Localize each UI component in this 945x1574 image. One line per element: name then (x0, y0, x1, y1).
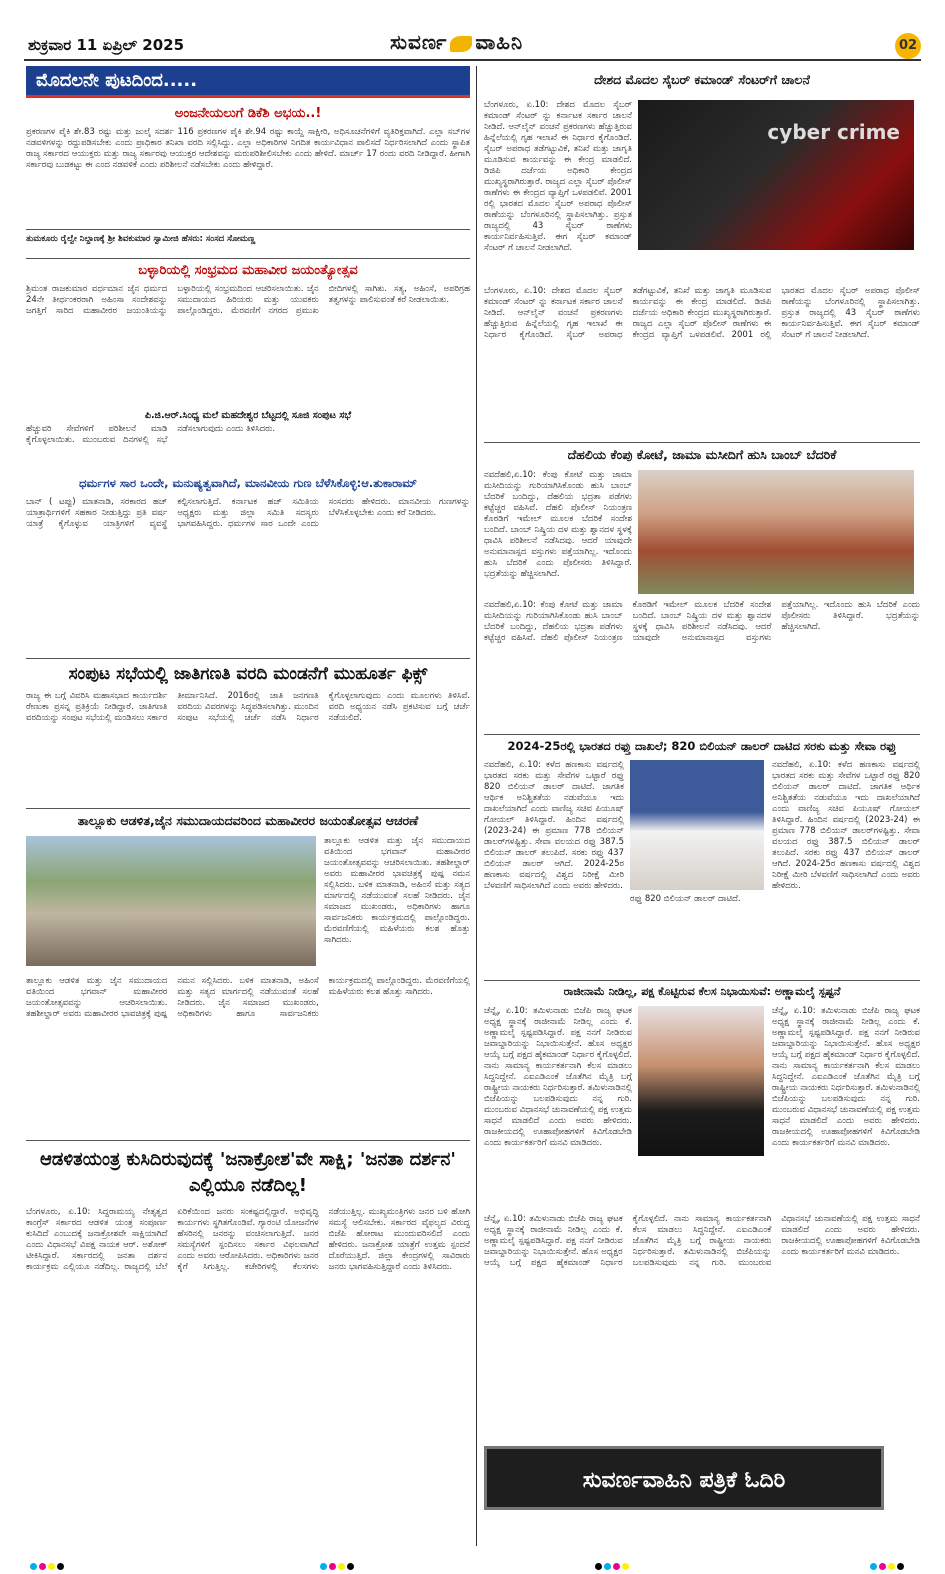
article-body: ಬಾನ್ ( ಟಪ್ಪು) ಮಾತನಾಡಿ, ಸರಕಾರದ ಹಜ್ ಯಾತ್ರಾರ್ಥಿಗಳಿಗೆ ಸಹಕಾರ ನೀಡುತ್ತಿದ್ದು ಪ್ರತಿ ವರ್ಷ ಯಾತ್ರೆ ಕೈಗೊಳ್ಳುವ ಯಾತ್ರಿಗಳಿಗೆ ವ್ಯವಸ್ಥೆ ಕಲ್ಪಿಸಲಾಗುತ್ತಿದೆ. ಕರ್ನಾಟಕ ಹಜ್ ಸಮಿತಿಯ ಅಧ್ಯಕ್ಷರು ಮತ್ತು ಜಿಲ್ಲಾ ಸಮಿತಿ ಸದಸ್ಯರು ಭಾಗವಹಿಸಿದ್ದರು. ಧರ್ಮಗಳ ಸಾರ ಒಂದೇ ಎಂದು ಸಂಸದರು ಹೇಳಿದರು. ಮಾನವೀಯ ಗುಣಗಳನ್ನು ಬೆಳೆಸಿಕೊಳ್ಳಬೇಕು ಎಂದು ಕರೆ ನೀಡಿದರು. (26, 497, 470, 529)
article-body: ಬೆಂಗಳೂರು, ಏ.10: ದೇಶದ ಮೊದಲ ಸೈಬರ್ ಕಮಾಂಡ್ ಸೆಂಟರ್ ನ್ನು ಕರ್ನಾಟಕ ಸರ್ಕಾರ ಚಾಲನೆ ನೀಡಿದೆ. ಆನ್‌ಲೈನ್ ವಂಚನೆ ಪ್ರಕರಣಗಳು ಹೆಚ್ಚುತ್ತಿರುವ ಹಿನ್ನೆಲೆಯಲ್ಲಿ ಗೃಹ ಇಲಾಖೆ ಈ ನಿರ್ಧಾರ ಕೈಗೊಂಡಿದೆ. ಸೈಬರ್ ಅಪರಾಧ ತಡೆಗಟ್ಟುವಿಕೆ, ತನಿಖೆ ಮತ್ತು ಜಾಗೃತಿ ಮೂಡಿಸುವ ಕಾರ್ಯವನ್ನು ಈ ಕೇಂದ್ರ ಮಾಡಲಿದೆ. ಡಿಜಿಪಿ ದರ್ಜೆಯ ಅಧಿಕಾರಿ ಕೇಂದ್ರದ ಮುಖ್ಯಸ್ಥರಾಗಿರುತ್ತಾರೆ. ರಾಜ್ಯದ ಎಲ್ಲಾ ಸೈಬರ್ ಪೊಲೀಸ್ ಠಾಣೆಗಳು ಈ ಕೇಂದ್ರದ ವ್ಯಾಪ್ತಿಗೆ ಒಳಪಡಲಿವೆ. 2001 ರಲ್ಲಿ ಭಾರತದ ಮೊದಲ ಸೈಬರ್ ಅಪರಾಧ ಪೊಲೀಸ್ ಠಾಣೆಯನ್ನು ಬೆಂಗಳೂರಿನಲ್ಲಿ ಸ್ಥಾಪಿಸಲಾಗಿತ್ತು. ಪ್ರಸ್ತುತ ರಾಜ್ಯದಲ್ಲಿ 43 ಸೈಬರ್ ಠಾಣೆಗಳು ಕಾರ್ಯನಿರ್ವಹಿಸುತ್ತಿವೆ. ಈಗ ಸೈಬರ್ ಕಮಾಂಡ್ ಸೆಂಟರ್ ಗೆ ಚಾಲನೆ ನೀಡಲಾಗಿದೆ. (484, 100, 632, 253)
red-fort-photo (638, 470, 914, 594)
article-janakrosha (26, 1136, 470, 1546)
article-body-right: ನವದೆಹಲಿ, ಏ.10: ಕಳೆದ ಹಣಕಾಸು ವರ್ಷದಲ್ಲಿ ಭಾರತದ ಸರಕು ಮತ್ತು ಸೇವೆಗಳ ಒಟ್ಟಾರೆ ರಫ್ತು 820 ಬಿಲಿಯನ್ ಡಾಲರ್ ದಾಟಿದೆ. ಜಾಗತಿಕ ಆರ್ಥಿಕ ಅನಿಶ್ಚಿತತೆಯ ನಡುವೆಯೂ ಇದು ದಾಖಲೆಯಾಗಿದೆ ಎಂದು ವಾಣಿಜ್ಯ ಸಚಿವ ಪಿಯೂಷ್ ಗೋಯಲ್ ತಿಳಿಸಿದ್ದಾರೆ. ಹಿಂದಿನ ವರ್ಷದಲ್ಲಿ (2023-24) ಈ ಪ್ರಮಾಣ 778 ಬಿಲಿಯನ್ ಡಾಲರ್‌ಗಳಷ್ಟಿತ್ತು. ಸೇವಾ ವಲಯದ ರಫ್ತು 387.5 ಬಿಲಿಯನ್ ಡಾಲರ್ ತಲುಪಿದೆ. ಸರಕು ರಫ್ತು 437 ಬಿಲಿಯನ್ ಡಾಲರ್ ಆಗಿದೆ. 2024-25ರ ಹಣಕಾಸು ವರ್ಷದಲ್ಲಿ ವಿಶ್ವದ ನಿರೀಕ್ಷೆ ಮೀರಿ ಬೆಳವಣಿಗೆ ಸಾಧಿಸಲಾಗಿದೆ ಎಂದು ಅವರು ಹೇಳಿದರು. (772, 760, 920, 891)
divider (26, 658, 470, 659)
minister-photo (630, 760, 764, 890)
article-body-continued: ಬೆಂಗಳೂರು, ಏ.10: ದೇಶದ ಮೊದಲ ಸೈಬರ್ ಕಮಾಂಡ್ ಸೆಂಟರ್ ನ್ನು ಕರ್ನಾಟಕ ಸರ್ಕಾರ ಚಾಲನೆ ನೀಡಿದೆ. ಆನ್‌ಲೈನ್ ವಂಚನೆ ಪ್ರಕರಣಗಳು ಹೆಚ್ಚುತ್ತಿರುವ ಹಿನ್ನೆಲೆಯಲ್ಲಿ ಗೃಹ ಇಲಾಖೆ ಈ ನಿರ್ಧಾರ ಕೈಗೊಂಡಿದೆ. ಸೈಬರ್ ಅಪರಾಧ ತಡೆಗಟ್ಟುವಿಕೆ, ತನಿಖೆ ಮತ್ತು ಜಾಗೃತಿ ಮೂಡಿಸುವ ಕಾರ್ಯವನ್ನು ಈ ಕೇಂದ್ರ ಮಾಡಲಿದೆ. ಡಿಜಿಪಿ ದರ್ಜೆಯ ಅಧಿಕಾರಿ ಕೇಂದ್ರದ ಮುಖ್ಯಸ್ಥರಾಗಿರುತ್ತಾರೆ. ರಾಜ್ಯದ ಎಲ್ಲಾ ಸೈಬರ್ ಪೊಲೀಸ್ ಠಾಣೆಗಳು ಈ ಕೇಂದ್ರದ ವ್ಯಾಪ್ತಿಗೆ ಒಳಪಡಲಿವೆ. 2001 ರಲ್ಲಿ ಭಾರತದ ಮೊದಲ ಸೈಬರ್ ಅಪರಾಧ ಪೊಲೀಸ್ ಠಾಣೆಯನ್ನು ಬೆಂಗಳೂರಿನಲ್ಲಿ ಸ್ಥಾಪಿಸಲಾಗಿತ್ತು. ಪ್ರಸ್ತುತ ರಾಜ್ಯದಲ್ಲಿ 43 ಸೈಬರ್ ಠಾಣೆಗಳು ಕಾರ್ಯನಿರ್ವಹಿಸುತ್ತಿವೆ. ಈಗ ಸೈಬರ್ ಕಮಾಂಡ್ ಸೆಂಟರ್ ಗೆ ಚಾಲನೆ ನೀಡಲಾಗಿದೆ. (484, 286, 920, 340)
headline: ರಾಜೀನಾಮೆ ನೀಡಿಲ್ಲ, ಪಕ್ಷ ಕೊಟ್ಟಿರುವ ಕೆಲಸ ನಿಭಾಯಿಸುವೆ: ಅಣ್ಣಾಮಲೈ ಸ್ಪಷ್ಟನೆ (563, 985, 841, 998)
newspaper-logo (390, 30, 523, 54)
article-body-continued: ನವದೆಹಲಿ,ಏ.10: ಕೆಂಪು ಕೋಟೆ ಮತ್ತು ಜಾಮಾ ಮಸೀದಿಯನ್ನು ಗುರಿಯಾಗಿಸಿಕೊಂಡು ಹುಸಿ ಬಾಂಬ್ ಬೆದರಿಕೆ ಬಂದಿದ್ದು, ದೆಹಲಿಯ ಭದ್ರತಾ ಪಡೆಗಳು ಕಟ್ಟೆಚ್ಚರ ವಹಿಸಿವೆ. ದೆಹಲಿ ಪೊಲೀಸ್ ನಿಯಂತ್ರಣ ಕೊಠಡಿಗೆ ಇಮೇಲ್ ಮೂಲಕ ಬೆದರಿಕೆ ಸಂದೇಶ ಬಂದಿದೆ. ಬಾಂಬ್ ನಿಷ್ಕ್ರಿಯ ದಳ ಮತ್ತು ಶ್ವಾನದಳ ಸ್ಥಳಕ್ಕೆ ಧಾವಿಸಿ ಪರಿಶೀಲನೆ ನಡೆಸಿದವು. ಆದರೆ ಯಾವುದೇ ಅನುಮಾನಾಸ್ಪದ ವಸ್ತುಗಳು ಪತ್ತೆಯಾಗಿಲ್ಲ. ಇದೊಂದು ಹುಸಿ ಬೆದರಿಕೆ ಎಂದು ಪೊಲೀಸರು ತಿಳಿಸಿದ್ದಾರೆ. ಭದ್ರತೆಯನ್ನು ಹೆಚ್ಚಿಸಲಾಗಿದೆ. (484, 600, 920, 643)
cyber-crime-photo (638, 100, 914, 250)
magenta-dot-icon (39, 1563, 46, 1570)
divider (26, 229, 470, 230)
subheadline: ಪಿ.ಜಿ.ಆರ್.ಸಿಂಧ್ಯ ಮಲೆ ಮಹದೇಶ್ವರ ಬೆಟ್ಟದಲ್ಲಿ ಸೂಜಿ ಸಂಪುಟ ಸಭೆ (144, 410, 352, 421)
cyan-dot-icon (604, 1563, 611, 1570)
headline: ದೆಹಲಿಯ ಕೆಂಪು ಕೋಟೆ, ಜಾಮಾ ಮಸೀದಿಗೆ ಹುಸಿ ಬಾಂಬ್ ಬೆದರಿಕೆ (567, 447, 837, 462)
annamalai-photo (638, 1006, 764, 1156)
article-body: ಪ್ರಕರಣಗಳ ಪೈಕಿ ಶೇ.83 ರಷ್ಟು ಮತ್ತು ಜುಲೈ ಸದರ್ಶ 116 ಪ್ರಕರಣಗಳ ಪೈಕಿ ಶೇ.94 ರಷ್ಟು ಕಾಯ್ದೆ ಸಾಕ್ಷೀರಿ, ಅಧಿಸೂಚನೆಗಳಿಗೆ ವ್ಯತಿರಿಕ್ತವಾಗಿದೆ. ಎಲ್ಲಾ ಸಬ್‌ಗಳ ನಡವಳಿಗಳನ್ನು ರದ್ದುಪಡಿಸಬೇಕು ಎಂದು ಪ್ರಾಧಿಕಾರ ತನಿಖಾ ವರದಿ ಸಲ್ಲಿಸಿದ್ದು. ಎಲ್ಲಾ ಅಧಿಕಾರಿಗಳ ನಿಗದಿತ ಕಾರ್ಯವಿಧಾನ ಪಾಲಿಸದೆ ನಿರ್ಧರಿಸಲಾಗಿದೆ ಎಂದು ಸ್ಥಾಪಿತ ರಾಜ್ಯ ಸರ್ಕಾರದ ಆಯುಕ್ತರು ಮತ್ತು ರಾಜ್ಯ ಸರ್ಕಾರವು ಆಯುಕ್ತರ ಆದೇಶವನ್ನು ಮರುಪರಿಶೀಲಿಸಬೇಕು ಎಂದು ಹೇಳಿದೆ. ಮಾರ್ಚ್ 17 ರಂದು ವರದಿ ನೀಡಿದ್ದಾರೆ. ಹೀಗಾಗಿ ಸರ್ಕಾರವು ಬುಡಕಟ್ಟು ಈ ಎಂದ ನಡವಳಿಕೆ ಎಂದು ಪರಿಶೀಲನೆ ನಡೆಸಬೇಕು ಎಂದು ಹೇಳಿದ್ದಾರೆ. (26, 127, 470, 170)
article-body: ನವದೆಹಲಿ, ಏ.10: ಕಳೆದ ಹಣಕಾಸು ವರ್ಷದಲ್ಲಿ ಭಾರತದ ಸರಕು ಮತ್ತು ಸೇವೆಗಳ ಒಟ್ಟಾರೆ ರಫ್ತು 820 ಬಿಲಿಯನ್ ಡಾಲರ್ ದಾಟಿದೆ. ಜಾಗತಿಕ ಆರ್ಥಿಕ ಅನಿಶ್ಚಿತತೆಯ ನಡುವೆಯೂ ಇದು ದಾಖಲೆಯಾಗಿದೆ ಎಂದು ವಾಣಿಜ್ಯ ಸಚಿವ ಪಿಯೂಷ್ ಗೋಯಲ್ ತಿಳಿಸಿದ್ದಾರೆ. ಹಿಂದಿನ ವರ್ಷದಲ್ಲಿ (2023-24) ಈ ಪ್ರಮಾಣ 778 ಬಿಲಿಯನ್ ಡಾಲರ್‌ಗಳಷ್ಟಿತ್ತು. ಸೇವಾ ವಲಯದ ರಫ್ತು 387.5 ಬಿಲಿಯನ್ ಡಾಲರ್ ತಲುಪಿದೆ. ಸರಕು ರಫ್ತು 437 ಬಿಲಿಯನ್ ಡಾಲರ್ ಆಗಿದೆ. 2024-25ರ ಹಣಕಾಸು ವರ್ಷದಲ್ಲಿ ವಿಶ್ವದ ನಿರೀಕ್ಷೆ ಮೀರಿ ಬೆಳವಣಿಗೆ ಸಾಧಿಸಲಾಗಿದೆ ಎಂದು ಅವರು ಹೇಳಿದರು. (484, 760, 624, 891)
magenta-dot-icon (329, 1563, 336, 1570)
article-body: ಬೆಂಗಳೂರು, ಏ.10: ಸಿದ್ದರಾಮಯ್ಯ ನೇತೃತ್ವದ ಕಾಂಗ್ರೆಸ್ ಸರ್ಕಾರದ ಆಡಳಿತ ಯಂತ್ರ ಸಂಪೂರ್ಣ ಕುಸಿದಿದೆ ಎಂಬುದಕ್ಕೆ ಜನಾಕ್ರೋಶವೇ ಸಾಕ್ಷಿಯಾಗಿದೆ ಎಂದು ವಿಧಾನಸಭೆ ವಿಪಕ್ಷ ನಾಯಕ ಆರ್. ಅಶೋಕ್ ಟೀಕಿಸಿದ್ದಾರೆ. ಸರ್ಕಾರದಲ್ಲಿ ಜನತಾ ದರ್ಶನ ಕಾರ್ಯಕ್ರಮ ಎಲ್ಲಿಯೂ ನಡೆದಿಲ್ಲ. ರಾಜ್ಯದಲ್ಲಿ ಬೆಲೆ ಏರಿಕೆಯಿಂದ ಜನರು ಸಂಕಷ್ಟದಲ್ಲಿದ್ದಾರೆ. ಅಭಿವೃದ್ಧಿ ಕಾರ್ಯಗಳು ಸ್ಥಗಿತಗೊಂಡಿವೆ. ಗ್ಯಾರಂಟಿ ಯೋಜನೆಗಳ ಹೆಸರಿನಲ್ಲಿ ಜನರನ್ನು ವಂಚಿಸಲಾಗುತ್ತಿದೆ. ಜನರ ಸಮಸ್ಯೆಗಳಿಗೆ ಸ್ಪಂದಿಸಲು ಸರ್ಕಾರ ವಿಫಲವಾಗಿದೆ ಎಂದು ಅವರು ಆರೋಪಿಸಿದರು. ಅಧಿಕಾರಿಗಳು ಜನರ ಕೈಗೆ ಸಿಗುತ್ತಿಲ್ಲ. ಕಚೇರಿಗಳಲ್ಲಿ ಕೆಲಸಗಳು ನಡೆಯುತ್ತಿಲ್ಲ. ಮುಖ್ಯಮಂತ್ರಿಗಳು ಜನರ ಬಳಿ ಹೋಗಿ ಸಮಸ್ಯೆ ಆಲಿಸಬೇಕು. ಸರ್ಕಾರದ ವೈಫಲ್ಯದ ವಿರುದ್ಧ ಬಿಜೆಪಿ ಹೋರಾಟ ಮುಂದುವರಿಸಲಿದೆ ಎಂದು ಹೇಳಿದರು. ಜನಾಕ್ರೋಶ ಯಾತ್ರೆಗೆ ಉತ್ತಮ ಸ್ಪಂದನೆ ದೊರೆಯುತ್ತಿದೆ. ಜಿಲ್ಲಾ ಕೇಂದ್ರಗಳಲ್ಲಿ ಸಾವಿರಾರು ಜನರು ಭಾಗವಹಿಸುತ್ತಿದ್ದಾರೆ ಎಂದು ತಿಳಿಸಿದರು. (26, 1207, 470, 1272)
divider (484, 442, 920, 443)
article-caste-census (26, 654, 470, 794)
headline: ಸಂಪುಟ ಸಭೆಯಲ್ಲಿ ಜಾತಿಗಣತಿ ವರದಿ ಮಂಡನೆಗೆ ಮುಹೂರ್ತ ಫಿಕ್ಸ್ (68, 664, 428, 684)
article-note: ತುಮಕೂರು ರೈಲ್ವೇ ನಿಲ್ದಾಣಕ್ಕೆ ಶ್ರೀ ಶಿವಕುಮಾರ ಸ್ವಾಮೀಜಿ ಹೆಸರು: ಸಂಸದ ಸೋಮಣ್ಣ (26, 234, 256, 244)
headline: ತಾಲ್ಲೂಕು ಆಡಳಿತ,ಜೈನ ಸಮುದಾಯದವರಿಂದ ಮಹಾವೀರರ ಜಯಂತೋತ್ಸವ ಆಚರಣೆ (77, 813, 419, 828)
article-body: ಶ್ರಿಮಂತ ರಾಜಕುಮಾರ ವರ್ಧಮಾನ ಜೈನ ಧರ್ಮದ 24ನೇ ತೀರ್ಥಂಕರರಾಗಿ ಅಹಿಂಸಾ ಸಂದೇಶವನ್ನು ಜಗತ್ತಿಗೆ ಸಾರಿದ ಮಹಾವೀರರ ಜಯಂತಿಯನ್ನು ಬಳ್ಳಾರಿಯಲ್ಲಿ ಸಂಭ್ರಮದಿಂದ ಆಚರಿಸಲಾಯಿತು. ಜೈನ ಸಮುದಾಯದ ಹಿರಿಯರು ಮತ್ತು ಯುವಕರು ಪಾಲ್ಗೊಂಡಿದ್ದರು. ಮೆರವಣಿಗೆ ನಗರದ ಪ್ರಮುಖ ಬೀದಿಗಳಲ್ಲಿ ಸಾಗಿತು. ಸತ್ಯ, ಅಹಿಂಸೆ, ಅಪರಿಗ್ರಹ ತತ್ವಗಳನ್ನು ಪಾಲಿಸುವಂತೆ ಕರೆ ನೀಡಲಾಯಿತು. (26, 284, 470, 316)
headline: 2024-25ರಲ್ಲಿ ಭಾರತದ ರಫ್ತು ದಾಖಲೆ; 820 ಬಿಲಿಯನ್ ಡಾಲರ್ ದಾಟಿದ ಸರಕು ಮತ್ತು ಸೇವಾ ರಫ್ತು (507, 739, 897, 753)
headline: ಬಳ್ಳಾರಿಯಲ್ಲಿ ಸಂಭ್ರಮದ ಮಹಾವೀರ ಜಯಂತ್ಯೋತ್ಸವ (138, 263, 358, 278)
registration-dots-left (30, 1555, 66, 1565)
article-body: ರಾಜ್ಯ ಈ ಬಗ್ಗೆ ವಿವರಿಸಿ ಮಹಾಸಭಾದ ಕಾರ್ಯದರ್ಶಿ ರೇಣುಕಾ ಪ್ರಸನ್ನ ಪ್ರತಿಕ್ರಿಯೆ ನೀಡಿದ್ದಾರೆ. ಜಾತಿಗಣತಿ ವರದಿಯನ್ನು ಸಂಪುಟ ಸಭೆಯಲ್ಲಿ ಮಂಡಿಸಲು ಸರ್ಕಾರ ತೀರ್ಮಾನಿಸಿದೆ. 2016ರಲ್ಲಿ ಜಾತಿ ಜನಗಣತಿ ವರದಿಯ ವಿವರಗಳನ್ನು ಸಿದ್ಧಪಡಿಸಲಾಗಿತ್ತು. ಮುಂದಿನ ಸಂಪುಟ ಸಭೆಯಲ್ಲಿ ಚರ್ಚೆ ನಡೆಸಿ ನಿರ್ಧಾರ ಕೈಗೊಳ್ಳಲಾಗುವುದು ಎಂದು ಮೂಲಗಳು ತಿಳಿಸಿವೆ. ವರದಿ ಅಧ್ಯಯನ ನಡೆಸಿ ಪ್ರಕಟಿಸುವ ಬಗ್ಗೆ ಚರ್ಚೆ ನಡೆಯಲಿದೆ. (26, 691, 470, 723)
cyber-crime-text: cyber crime (767, 120, 900, 144)
article-body: ಚೆನ್ನೈ, ಏ.10: ತಮಿಳುನಾಡು ಬಿಜೆಪಿ ರಾಜ್ಯ ಘಟಕ ಅಧ್ಯಕ್ಷ ಸ್ಥಾನಕ್ಕೆ ರಾಜೀನಾಮೆ ನೀಡಿಲ್ಲ ಎಂದು ಕೆ. ಅಣ್ಣಾಮಲೈ ಸ್ಪಷ್ಟಪಡಿಸಿದ್ದಾರೆ. ಪಕ್ಷ ನನಗೆ ನೀಡಿರುವ ಜವಾಬ್ದಾರಿಯನ್ನು ನಿಭಾಯಿಸುತ್ತೇನೆ. ಹೊಸ ಅಧ್ಯಕ್ಷರ ಆಯ್ಕೆ ಬಗ್ಗೆ ಪಕ್ಷದ ಹೈಕಮಾಂಡ್ ನಿರ್ಧಾರ ಕೈಗೊಳ್ಳಲಿದೆ. ನಾನು ಸಾಮಾನ್ಯ ಕಾರ್ಯಕರ್ತನಾಗಿ ಕೆಲಸ ಮಾಡಲು ಸಿದ್ಧನಿದ್ದೇನೆ. ಎಐಎಡಿಎಂಕೆ ಜೊತೆಗಿನ ಮೈತ್ರಿ ಬಗ್ಗೆ ರಾಷ್ಟ್ರೀಯ ನಾಯಕರು ನಿರ್ಧರಿಸುತ್ತಾರೆ. ತಮಿಳುನಾಡಿನಲ್ಲಿ ಬಿಜೆಪಿಯನ್ನು ಬಲಪಡಿಸುವುದು ನನ್ನ ಗುರಿ. ಮುಂಬರುವ ವಿಧಾನಸಭೆ ಚುನಾವಣೆಯಲ್ಲಿ ಪಕ್ಷ ಉತ್ತಮ ಸಾಧನೆ ಮಾಡಲಿದೆ ಎಂದು ಅವರು ಹೇಳಿದರು. ರಾಜಕೀಯದಲ್ಲಿ ಊಹಾಪೋಹಗಳಿಗೆ ಕಿವಿಗೊಡಬೇಡಿ ಎಂದು ಕಾರ್ಯಕರ್ತರಿಗೆ ಮನವಿ ಮಾಡಿದರು. (484, 1006, 632, 1148)
headline: ಅಂಜನೇಯಲುಗೆ ಡಿಕೆಶಿ ಅಭಯ..! (174, 106, 322, 121)
article-ballari (26, 254, 470, 462)
article-body-2: ಹೆಚ್ಚುವರಿ ಸೇವೆಗಳಿಗೆ ಪರಿಶೀಲನೆ ಮಾಡಿ ಕೈಗೊಳ್ಳಲಾಯಿತು. ಮುಂಬರುವ ದಿನಗಳಲ್ಲಿ ಸಭೆ ನಡೆಸಲಾಗುವುದು ಎಂದು ತಿಳಿಸಿದರು. (26, 424, 276, 445)
article-body-right: ಚೆನ್ನೈ, ಏ.10: ತಮಿಳುನಾಡು ಬಿಜೆಪಿ ರಾಜ್ಯ ಘಟಕ ಅಧ್ಯಕ್ಷ ಸ್ಥಾನಕ್ಕೆ ರಾಜೀನಾಮೆ ನೀಡಿಲ್ಲ ಎಂದು ಕೆ. ಅಣ್ಣಾಮಲೈ ಸ್ಪಷ್ಟಪಡಿಸಿದ್ದಾರೆ. ಪಕ್ಷ ನನಗೆ ನೀಡಿರುವ ಜವಾಬ್ದಾರಿಯನ್ನು ನಿಭಾಯಿಸುತ್ತೇನೆ. ಹೊಸ ಅಧ್ಯಕ್ಷರ ಆಯ್ಕೆ ಬಗ್ಗೆ ಪಕ್ಷದ ಹೈಕಮಾಂಡ್ ನಿರ್ಧಾರ ಕೈಗೊಳ್ಳಲಿದೆ. ನಾನು ಸಾಮಾನ್ಯ ಕಾರ್ಯಕರ್ತನಾಗಿ ಕೆಲಸ ಮಾಡಲು ಸಿದ್ಧನಿದ್ದೇನೆ. ಎಐಎಡಿಎಂಕೆ ಜೊತೆಗಿನ ಮೈತ್ರಿ ಬಗ್ಗೆ ರಾಷ್ಟ್ರೀಯ ನಾಯಕರು ನಿರ್ಧರಿಸುತ್ತಾರೆ. ತಮಿಳುನಾಡಿನಲ್ಲಿ ಬಿಜೆಪಿಯನ್ನು ಬಲಪಡಿಸುವುದು ನನ್ನ ಗುರಿ. ಮುಂಬರುವ ವಿಧಾನಸಭೆ ಚುನಾವಣೆಯಲ್ಲಿ ಪಕ್ಷ ಉತ್ತಮ ಸಾಧನೆ ಮಾಡಲಿದೆ ಎಂದು ಅವರು ಹೇಳಿದರು. ರಾಜಕೀಯದಲ್ಲಿ ಊಹಾಪೋಹಗಳಿಗೆ ಕಿವಿಗೊಡಬೇಡಿ ಎಂದು ಕಾರ್ಯಕರ್ತರಿಗೆ ಮನವಿ ಮಾಡಿದರು. (772, 1006, 920, 1148)
column-divider (476, 66, 477, 1546)
left-column (26, 66, 470, 1546)
article-red-fort (484, 438, 920, 738)
article-body-continued: ಚೆನ್ನೈ, ಏ.10: ತಮಿಳುನಾಡು ಬಿಜೆಪಿ ರಾಜ್ಯ ಘಟಕ ಅಧ್ಯಕ್ಷ ಸ್ಥಾನಕ್ಕೆ ರಾಜೀನಾಮೆ ನೀಡಿಲ್ಲ ಎಂದು ಕೆ. ಅಣ್ಣಾಮಲೈ ಸ್ಪಷ್ಟಪಡಿಸಿದ್ದಾರೆ. ಪಕ್ಷ ನನಗೆ ನೀಡಿರುವ ಜವಾಬ್ದಾರಿಯನ್ನು ನಿಭಾಯಿಸುತ್ತೇನೆ. ಹೊಸ ಅಧ್ಯಕ್ಷರ ಆಯ್ಕೆ ಬಗ್ಗೆ ಪಕ್ಷದ ಹೈಕಮಾಂಡ್ ನಿರ್ಧಾರ ಕೈಗೊಳ್ಳಲಿದೆ. ನಾನು ಸಾಮಾನ್ಯ ಕಾರ್ಯಕರ್ತನಾಗಿ ಕೆಲಸ ಮಾಡಲು ಸಿದ್ಧನಿದ್ದೇನೆ. ಎಐಎಡಿಎಂಕೆ ಜೊತೆಗಿನ ಮೈತ್ರಿ ಬಗ್ಗೆ ರಾಷ್ಟ್ರೀಯ ನಾಯಕರು ನಿರ್ಧರಿಸುತ್ತಾರೆ. ತಮಿಳುನಾಡಿನಲ್ಲಿ ಬಿಜೆಪಿಯನ್ನು ಬಲಪಡಿಸುವುದು ನನ್ನ ಗುರಿ. ಮುಂಬರುವ ವಿಧಾನಸಭೆ ಚುನಾವಣೆಯಲ್ಲಿ ಪಕ್ಷ ಉತ್ತಮ ಸಾಧನೆ ಮಾಡಲಿದೆ ಎಂದು ಅವರು ಹೇಳಿದರು. ರಾಜಕೀಯದಲ್ಲಿ ಊಹಾಪೋಹಗಳಿಗೆ ಕಿವಿಗೊಡಬೇಡಿ ಎಂದು ಕಾರ್ಯಕರ್ತರಿಗೆ ಮನವಿ ಮಾಡಿದರು. (484, 1214, 920, 1268)
logo-left: ಸುವರ್ಣ (390, 30, 448, 54)
page-number-badge: 02 (895, 33, 921, 59)
divider (484, 734, 920, 735)
divider (26, 1140, 470, 1141)
yellow-dot-icon (48, 1563, 55, 1570)
article-exports (484, 730, 920, 1010)
black-dot-icon (57, 1563, 64, 1570)
headline: ಆಡಳಿತಯಂತ್ರ ಕುಸಿದಿರುವುದಕ್ಕೆ 'ಜನಾಕ್ರೋಶ'ವೇ ಸಾಕ್ಷಿ; 'ಜನತಾ ದರ್ಶನ' ಎಲ್ಲಿಯೂ ನಡೆದಿಲ್ಲ! (40, 1149, 456, 1196)
divider (26, 258, 470, 259)
article-anjaneya (26, 106, 470, 266)
procession-photo (26, 836, 316, 966)
magenta-dot-icon (613, 1563, 620, 1570)
yellow-dot-icon (338, 1563, 345, 1570)
divider (26, 808, 470, 809)
section-banner: ಮೊದಲನೇ ಪುಟದಿಂದ..... (26, 66, 470, 98)
article-body-continued: ತಾಲ್ಲೂಕು ಆಡಳಿತ ಮತ್ತು ಜೈನ ಸಮುದಾಯದ ವತಿಯಿಂದ ಭಗವಾನ್ ಮಹಾವೀರರ ಜಯಂತೋತ್ಸವವನ್ನು ಆಚರಿಸಲಾಯಿತು. ತಹಶೀಲ್ದಾರ್ ಅವರು ಮಹಾವೀರರ ಭಾವಚಿತ್ರಕ್ಕೆ ಪುಷ್ಪ ನಮನ ಸಲ್ಲಿಸಿದರು. ಬಳಿಕ ಮಾತನಾಡಿ, ಅಹಿಂಸೆ ಮತ್ತು ಸತ್ಯದ ಮಾರ್ಗದಲ್ಲಿ ನಡೆಯುವಂತೆ ಸಲಹೆ ನೀಡಿದರು. ಜೈನ ಸಮಾಜದ ಮುಖಂಡರು, ಅಧಿಕಾರಿಗಳು ಹಾಗೂ ಸಾರ್ವಜನಿಕರು ಕಾರ್ಯಕ್ರಮದಲ್ಲಿ ಪಾಲ್ಗೊಂಡಿದ್ದರು. ಮೆರವಣಿಗೆಯಲ್ಲಿ ಮಹಿಳೆಯರು ಕಲಶ ಹೊತ್ತು ಸಾಗಿದರು. (26, 976, 470, 1019)
article-body: ತಾಲ್ಲೂಕು ಆಡಳಿತ ಮತ್ತು ಜೈನ ಸಮುದಾಯದ ವತಿಯಿಂದ ಭಗವಾನ್ ಮಹಾವೀರರ ಜಯಂತೋತ್ಸವವನ್ನು ಆಚರಿಸಲಾಯಿತು. ತಹಶೀಲ್ದಾರ್ ಅವರು ಮಹಾವೀರರ ಭಾವಚಿತ್ರಕ್ಕೆ ಪುಷ್ಪ ನಮನ ಸಲ್ಲಿಸಿದರು. ಬಳಿಕ ಮಾತನಾಡಿ, ಅಹಿಂಸೆ ಮತ್ತು ಸತ್ಯದ ಮಾರ್ಗದಲ್ಲಿ ನಡೆಯುವಂತೆ ಸಲಹೆ ನೀಡಿದರು. ಜೈನ ಸಮಾಜದ ಮುಖಂಡರು, ಅಧಿಕಾರಿಗಳು ಹಾಗೂ ಸಾರ್ವಜನಿಕರು ಕಾರ್ಯಕ್ರಮದಲ್ಲಿ ಪಾಲ್ಗೊಂಡಿದ್ದರು. ಮೆರವಣಿಗೆಯಲ್ಲಿ ಮಹಿಳೆಯರು ಕಲಶ ಹೊತ್ತು ಸಾಗಿದರು. (324, 836, 470, 945)
cyan-dot-icon (320, 1563, 327, 1570)
right-column (484, 66, 920, 1546)
article-tukaram (26, 476, 470, 646)
article-body: ನವದೆಹಲಿ,ಏ.10: ಕೆಂಪು ಕೋಟೆ ಮತ್ತು ಜಾಮಾ ಮಸೀದಿಯನ್ನು ಗುರಿಯಾಗಿಸಿಕೊಂಡು ಹುಸಿ ಬಾಂಬ್ ಬೆದರಿಕೆ ಬಂದಿದ್ದು, ದೆಹಲಿಯ ಭದ್ರತಾ ಪಡೆಗಳು ಕಟ್ಟೆಚ್ಚರ ವಹಿಸಿವೆ. ದೆಹಲಿ ಪೊಲೀಸ್ ನಿಯಂತ್ರಣ ಕೊಠಡಿಗೆ ಇಮೇಲ್ ಮೂಲಕ ಬೆದರಿಕೆ ಸಂದೇಶ ಬಂದಿದೆ. ಬಾಂಬ್ ನಿಷ್ಕ್ರಿಯ ದಳ ಮತ್ತು ಶ್ವಾನದಳ ಸ್ಥಳಕ್ಕೆ ಧಾವಿಸಿ ಪರಿಶೀಲನೆ ನಡೆಸಿದವು. ಆದರೆ ಯಾವುದೇ ಅನುಮಾನಾಸ್ಪದ ವಸ್ತುಗಳು ಪತ್ತೆಯಾಗಿಲ್ಲ. ಇದೊಂದು ಹುಸಿ ಬೆದರಿಕೆ ಎಂದು ಪೊಲೀಸರು ತಿಳಿಸಿದ್ದಾರೆ. ಭದ್ರತೆಯನ್ನು ಹೆಚ್ಚಿಸಲಾಗಿದೆ. (484, 470, 632, 579)
magenta-dot-icon (879, 1563, 886, 1570)
masthead (0, 0, 945, 62)
registration-dots-mid-right (595, 1555, 631, 1565)
black-dot-icon (595, 1563, 602, 1570)
article-cyber-command (484, 66, 920, 471)
registration-dots-right (870, 1555, 906, 1565)
article-annamalai (484, 976, 920, 1416)
headline: ದೇಶದ ಮೊದಲ ಸೈಬರ್ ಕಮಾಂಡ್ ಸೆಂಟರ್‌ಗೆ ಚಾಲನೆ (594, 72, 810, 87)
registration-dots-mid-left (320, 1555, 356, 1565)
article-mahaveer (26, 804, 470, 1184)
yellow-dot-icon (888, 1563, 895, 1570)
bird-icon (450, 36, 472, 52)
divider (484, 980, 920, 981)
cyan-dot-icon (30, 1563, 37, 1570)
headline: ಧರ್ಮಗಳ ಸಾರ ಒಂದೇ, ಮನುಷ್ಯತ್ವವಾಗಿದೆ, ಮಾನವೀಯ ಗುಣ ಬೆಳೆಸಿಕೊಳ್ಳಿ:ಆ.ತುಕಾರಾಮ್ (79, 476, 417, 490)
black-dot-icon (347, 1563, 354, 1570)
issue-date: ಶುಕ್ರವಾರ 11 ಏಪ್ರಿಲ್ 2025 (28, 36, 185, 54)
photo-caption: ರಫ್ತು 820 ಬಿಲಿಯನ್ ಡಾಲರ್ ದಾಟಿದೆ. (630, 894, 741, 904)
yellow-dot-icon (622, 1563, 629, 1570)
logo-right: ವಾಹಿನಿ (475, 30, 524, 54)
masthead-divider (24, 59, 921, 61)
cyan-dot-icon (870, 1563, 877, 1570)
black-dot-icon (897, 1563, 904, 1570)
read-newspaper-banner: ಸುವರ್ಣವಾಹಿನಿ ಪತ್ರಿಕೆ ಓದಿರಿ (484, 1446, 884, 1510)
